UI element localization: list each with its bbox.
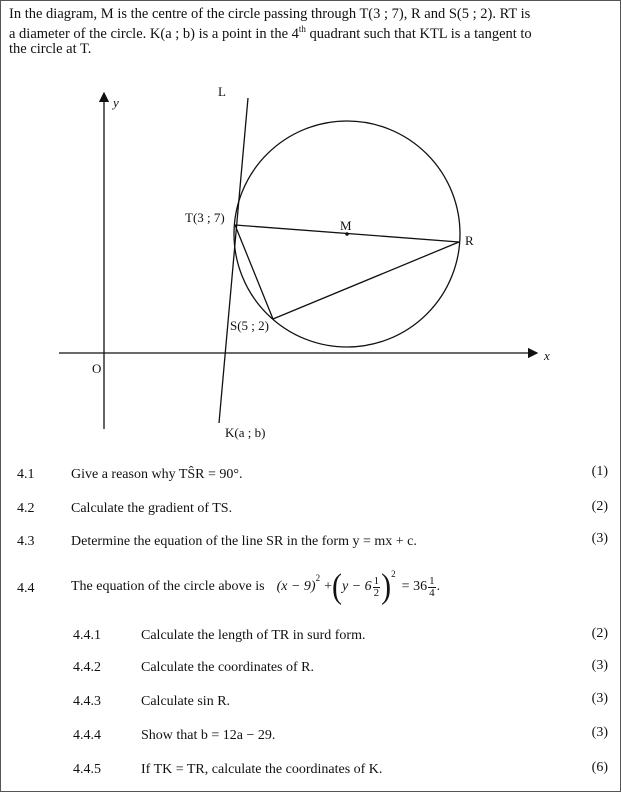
question-marks: (2): [591, 499, 608, 514]
subquestion-number: 4.4.5: [73, 762, 101, 777]
subquestion-marks: (3): [591, 691, 608, 706]
eq-rhs: = 36: [401, 579, 428, 594]
subquestion-marks: (3): [591, 658, 608, 673]
point-R-label: R: [465, 233, 474, 248]
subquestion-number: 4.4.4: [73, 728, 101, 743]
question-text: The equation of the circle above is: [71, 579, 265, 594]
eq-exponent-2: 2: [391, 569, 396, 579]
question-marks: (1): [591, 464, 608, 479]
point-T-label: T(3 ; 7): [185, 210, 225, 225]
y-axis-label: y: [113, 95, 119, 110]
eq-plus: +: [324, 579, 332, 594]
fraction-num: 1: [429, 574, 435, 587]
fraction-den: 4: [429, 586, 435, 599]
subquestion-text: Calculate the length of TR in surd form.: [141, 628, 366, 643]
intro-line-2b: quadrant such that KTL is a tangent to: [305, 25, 532, 42]
subquestion-marks: (3): [591, 725, 608, 740]
eq-end: .: [436, 579, 441, 594]
subquestion-marks: (2): [591, 626, 608, 641]
subquestion-text: Calculate the coordinates of R.: [141, 660, 314, 675]
eq-term-1: (x − 9): [276, 579, 316, 594]
subquestion-number: 4.4.1: [73, 628, 101, 643]
intro-line-1: In the diagram, M is the centre of the circle passing through T(3 ; 7), R and S(5 ; 2). RT is: [9, 6, 531, 22]
origin-label: O: [92, 361, 102, 376]
fraction-num: 1: [373, 574, 380, 587]
question-number: 4.2: [17, 501, 35, 516]
left-paren: (: [332, 567, 342, 606]
geometry-diagram: [1, 1, 621, 461]
subquestion-text: Calculate sin R.: [141, 694, 231, 709]
subquestion-number: 4.4.2: [73, 660, 101, 675]
circle-equation-line: [71, 569, 440, 605]
question-text: Calculate the gradient of TS.: [71, 501, 233, 516]
question-marks: (3): [591, 531, 608, 546]
right-paren: ): [381, 567, 392, 606]
question-number: 4.3: [17, 534, 35, 549]
intro-line-2a: a diameter of the circle. K(a ; b) is a point in the 4: [9, 25, 299, 42]
intro-line-3: the circle at T.: [9, 40, 92, 57]
question-text: Determine the equation of the line SR in the form y = mx + c.: [71, 534, 417, 549]
point-K-label: K(a ; b): [225, 425, 266, 440]
question-number: 4.1: [17, 467, 35, 482]
chord-SR: [273, 242, 459, 319]
point-L-label: L: [218, 84, 226, 99]
question-text: Give a reason why TŜR = 90°.: [71, 467, 243, 482]
subquestion-number: 4.4.3: [73, 694, 101, 709]
question-number: 4.4: [17, 581, 35, 596]
tangent-line-KTL: [219, 98, 248, 423]
subquestion-text: Show that b = 12a − 29.: [141, 728, 276, 743]
eq-exponent-1: 2: [315, 573, 321, 583]
point-S-label: S(5 ; 2): [230, 318, 269, 333]
subquestion-marks: (6): [591, 760, 608, 775]
subquestion-text: If TK = TR, calculate the coordinates of K.: [141, 762, 383, 777]
fraction-den: 2: [373, 586, 380, 599]
fraction-quarter: [428, 576, 436, 599]
x-axis-label: x: [544, 348, 550, 363]
eq-term-2: y − 6: [342, 579, 372, 594]
ordinal-suffix: th: [298, 24, 306, 34]
fraction-half: [373, 576, 381, 599]
point-M-label: M: [340, 218, 352, 233]
